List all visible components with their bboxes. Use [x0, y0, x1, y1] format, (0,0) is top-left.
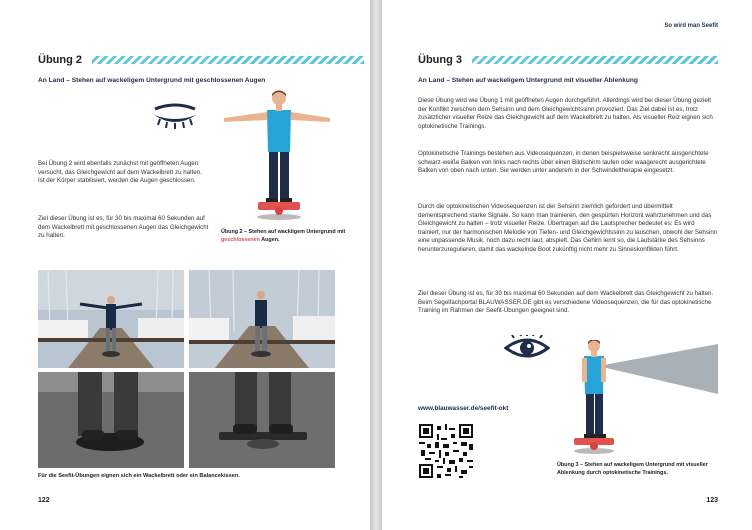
page-number-left: 122: [38, 497, 50, 504]
page-number-right: 123: [706, 497, 718, 504]
right-subheading: An Land – Stehen auf wackeligem Untergrund mit visueller Ablenkung: [418, 77, 638, 84]
figure-caption-ex3: Übung 3 – Stehen auf wackeligem Untergrund mit visueller Ablenkung durch optokinetische Trainings.: [557, 462, 708, 476]
person-figure-ex2: [222, 90, 332, 222]
right-para3: Durch die optokinetischen Videosequenzen ist der Sehsinn ziemlich gefordert und übermittelt dementsprechend starke Signale. So kann man trainieren, den gespürten Horizont wahrzunehmen und das Gleichgewicht zu halten – trotz visueller Reize. Übertragen auf die Lautsprecher bedeutet es: Es wird trainiert, nur der harmonischen Melodie von Tiefen- und Gleichgewichtssinn zu lauschen, obwohl der Sehsinn eine unpassende Musik, noch dazu recht laut, abspielt. Das Gehirn lernt so, die Lautstärke des Sehsinns herunterzuregulieren, damit das wackelnde Boot zukünftig nicht mehr zu Sinneskonflikten führt.: [418, 203, 718, 253]
right-para1: Diese Übung wird wie Übung 1 mit geöffneten Augen durchgeführt. Allerdings wird bei dieser Übung gezielt der Konflikt zwischen dem Sehsinn und dem Gleichgewichtssinn provoziert. Das Ziel dabei ist es, trotz zusätzlicher visueller Reize das Gleichgewicht auf dem Wackelbrett zu halten. Als visueller Reiz eignen sich optokinetische Trainings.: [418, 97, 713, 130]
closed-eye-icon: [152, 103, 198, 131]
photo-harbor-1: [38, 270, 184, 368]
caption-post: Augen.: [259, 236, 280, 243]
running-header: So wird man Seefit: [664, 23, 718, 29]
left-page: [0, 0, 370, 530]
left-heading: Übung 2: [38, 54, 82, 66]
right-para2: Optokinetische Trainings bestehen aus Videosequenzen, in denen beispielsweise senkrecht ausgerichtete schwarz-weiße Balken von links nach rechts über einen Bildschirm laufen oder waagerecht ausgerichtete Balken von oben nach unten. Sie werden unter anderem in der Schwindeltherapie eingesetzt.: [418, 150, 709, 175]
heading-stripes: [92, 56, 364, 64]
left-subheading: An Land – Stehen auf wackeligem Untergrund mit geschlossenen Augen: [38, 77, 266, 84]
photo-balance-cushion: [38, 372, 184, 468]
caption-pre: Übung 2 – Stehen auf wackligem Untergrund mit: [221, 229, 346, 235]
right-page: [382, 0, 752, 530]
open-eye-icon: [504, 335, 550, 361]
heading-stripes-right: [472, 56, 718, 64]
photo-harbor-2: [189, 270, 335, 368]
left-para2: Ziel dieser Übung ist es, für 30 bis maximal 60 Sekunden auf dem Wackelbrett mit geschlossenen Augen das Gleichgewicht zu halten.: [38, 215, 209, 240]
right-para4: Ziel dieser Übung ist es, für 30 bis maximal 60 Sekunden auf dem Wackelbrett das Gleichgewicht zu halten. Beim Segelfachportal BLAUWASSER.DE gibt es verschiedene Videosequenzen, die für das optokinetische Training im Rahmen der Seefit-Übungen geeignet sind.: [418, 290, 714, 315]
right-heading: Übung 3: [418, 54, 462, 66]
photo-wobble-board: [189, 372, 335, 468]
photo-caption: Für die Seefit-Übungen eignen sich ein Wackelbrett oder ein Balancekissen.: [38, 473, 240, 479]
book-gutter: [370, 0, 382, 530]
caption-highlight: geschlossenen: [221, 236, 260, 243]
figure-caption-ex2: [221, 229, 351, 244]
qr-code[interactable]: [419, 424, 473, 478]
person-figure-ex3: [574, 340, 718, 454]
left-para1: Bei Übung 2 wird ebenfalls zunächst mit geöffneten Augen versucht, das Gleichgewicht auf dem Wackelbrett zu halten. Ist der Körper stabilisiert, werden die Augen geschlossen.: [38, 160, 202, 185]
resource-link[interactable]: www.blauwasser.de/seefit-okt: [418, 405, 509, 412]
